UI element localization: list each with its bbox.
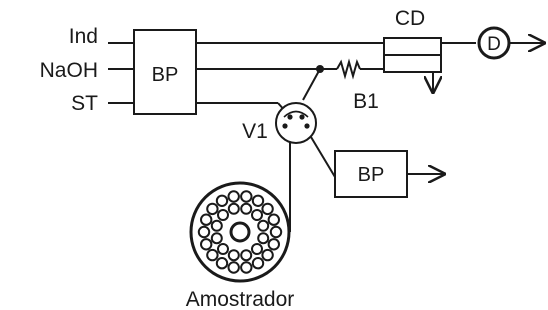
line-junction-to-valve [303, 69, 320, 100]
sampler-vial [258, 221, 268, 231]
sampler-vial [252, 244, 262, 254]
pump-main-label: BP [151, 64, 179, 86]
detector-cell-label: CD [394, 7, 426, 30]
sampler-vial [252, 210, 262, 220]
sampler-vial [207, 250, 217, 260]
sampler-vial [253, 258, 263, 268]
input-label-naoh: NaOH [39, 59, 98, 82]
sampler-vial [212, 221, 222, 231]
sampler-vial [212, 233, 222, 243]
sampler-vial [229, 262, 239, 272]
valve-port-2 [287, 114, 292, 119]
sampler-vial [269, 215, 279, 225]
sampler-vial [229, 191, 239, 201]
sampler-vial [207, 204, 217, 214]
input-label-st: ST [71, 92, 98, 115]
sampler-vial [199, 227, 209, 237]
input-label-ind: Ind [68, 25, 98, 48]
sampler-vial [262, 204, 272, 214]
sampler-vial [241, 262, 251, 272]
sampler-vial [217, 258, 227, 268]
coil-label: B1 [353, 90, 379, 113]
sampler-vial [201, 239, 211, 249]
sampler-vial [269, 239, 279, 249]
sampler-vial [218, 210, 228, 220]
pump-secondary-label: BP [357, 164, 385, 186]
valve-port-3 [299, 114, 304, 119]
sampler-label: Amostrador [185, 288, 295, 310]
sampler-vial [253, 196, 263, 206]
sampler-vial [229, 204, 239, 214]
sampler-vial [258, 233, 268, 243]
sampler-vial [241, 204, 251, 214]
valve-label: V1 [242, 120, 268, 143]
sampler-vial [262, 250, 272, 260]
sampler-vial [229, 250, 239, 260]
sampler-vial [241, 250, 251, 260]
coil-b1 [337, 62, 360, 76]
sampler-vial [271, 227, 281, 237]
sampler-vial [201, 215, 211, 225]
detector-label: D [487, 34, 501, 55]
sampler-carousel [191, 183, 289, 281]
valve-v1 [276, 103, 316, 143]
sampler-vial [217, 196, 227, 206]
line-valve-to-pump2 [311, 137, 335, 177]
sampler-vial [218, 244, 228, 254]
valve-port-1 [282, 123, 287, 128]
valve-port-4 [304, 123, 309, 128]
sampler-vial [241, 191, 251, 201]
sampler-center [231, 223, 249, 241]
